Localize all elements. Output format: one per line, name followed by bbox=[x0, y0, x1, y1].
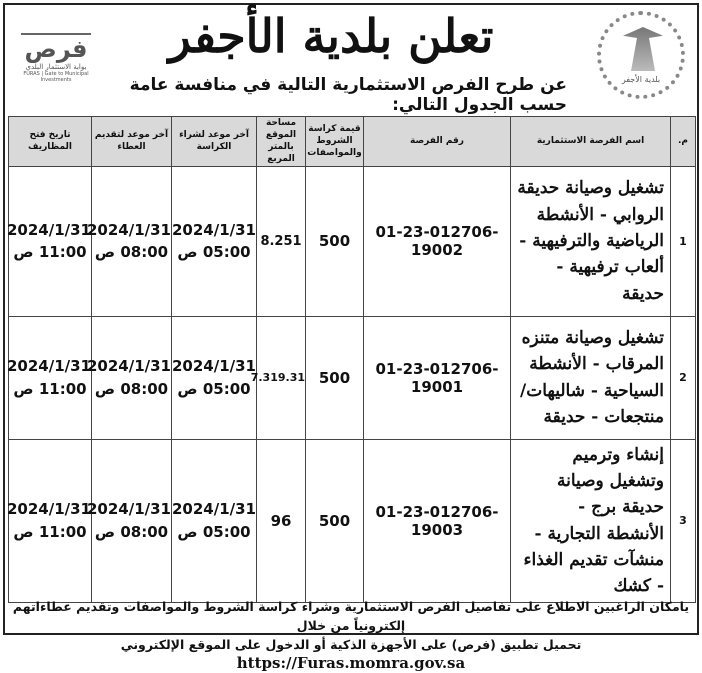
furas-logo-word: فرص bbox=[24, 35, 88, 63]
col-header-area: مساحة الموقع بالمتر المربع bbox=[257, 117, 306, 167]
furas-logo-caption: بوابة الاستثمار البلدي bbox=[25, 63, 87, 71]
furas-logo bbox=[11, 13, 101, 91]
open-date: 2024/1/31 bbox=[6, 220, 91, 239]
opportunity-name: إنشاء وترميم وتشغيل وصيانة حديقة برج - الأنشطة التجارية - منشآت تقديم الغذاء - كشك bbox=[511, 439, 671, 602]
page-subtitle: عن طرح الفرص الاستثمارية التالية في منافسة عامة حسب الجدول التالي: bbox=[129, 75, 567, 115]
col-header-name: اسم الفرصة الاستثمارية bbox=[511, 117, 671, 167]
col-header-price: قيمة كراسة الشروط والمواصفات bbox=[306, 117, 364, 167]
booklet-price: 500 bbox=[306, 166, 364, 316]
submit-date: 2024/1/31 bbox=[86, 220, 171, 239]
buy-date: 2024/1/31 bbox=[171, 500, 256, 519]
submit-date: 2024/1/31 bbox=[86, 357, 171, 376]
footer-note bbox=[5, 597, 697, 673]
buy-time: 05:00 ص bbox=[177, 522, 251, 541]
buy-deadline bbox=[172, 316, 257, 439]
buy-deadline bbox=[172, 166, 257, 316]
buy-date: 2024/1/31 bbox=[171, 220, 256, 239]
open-time: 11:00 ص bbox=[13, 379, 87, 398]
footer-line-1: يامكان الراغبين الاطلاع على تفاصيل الفرص الاستثمارية وشراء كراسة الشروط والمواصفات وتقديم عطاءاتهم إلكترونياً من خلال bbox=[12, 599, 690, 633]
footer-line-2-text: تحميل تطبيق (فرص) على الأجهزة الذكية أو الدخول على الموقع الإلكتروني bbox=[120, 637, 582, 652]
row-index: 2 bbox=[671, 316, 696, 439]
palm-icon bbox=[623, 27, 663, 71]
row-index: 3 bbox=[671, 439, 696, 602]
opportunity-number: 01-23-012706-19003 bbox=[364, 439, 511, 602]
table-row bbox=[9, 316, 696, 439]
advertisement bbox=[3, 3, 699, 672]
page-title: تعلن بلدية الأجفر bbox=[168, 9, 494, 63]
buy-deadline bbox=[172, 439, 257, 602]
opening-date bbox=[6, 316, 92, 439]
buy-date: 2024/1/31 bbox=[171, 357, 256, 376]
col-header-index: م. bbox=[671, 117, 696, 167]
col-header-buy-deadline: آخر موعد لشراء الكراسة bbox=[172, 117, 257, 167]
submit-deadline bbox=[86, 316, 172, 439]
col-header-number: رقم الفرصة bbox=[364, 117, 511, 167]
opening-date bbox=[6, 166, 92, 316]
submit-time: 08:00 ص bbox=[94, 379, 169, 398]
booklet-price: 500 bbox=[306, 316, 364, 439]
header bbox=[5, 5, 697, 115]
skyline-icon bbox=[21, 13, 91, 35]
site-area: 96 bbox=[257, 439, 306, 602]
municipality-logo-caption: بلدية الأجفر bbox=[621, 75, 661, 84]
booklet-price: 500 bbox=[306, 439, 364, 602]
col-header-submit-deadline: آخر موعد لتقديم العطاء bbox=[92, 117, 172, 167]
table-row bbox=[9, 166, 696, 316]
opening-date bbox=[6, 439, 92, 602]
opportunities-table bbox=[8, 116, 696, 603]
col-header-opening-date: تاريخ فتح المظاريف bbox=[9, 117, 92, 167]
open-date: 2024/1/31 bbox=[6, 357, 91, 376]
table-row bbox=[9, 439, 696, 602]
site-area: 7.319.31 bbox=[257, 316, 306, 439]
submit-time: 08:00 ص bbox=[94, 243, 169, 262]
furas-logo-caption-en: FURAS | Gate to Municipal Investments bbox=[23, 71, 89, 83]
submit-deadline bbox=[86, 166, 172, 316]
open-time: 11:00 ص bbox=[13, 243, 87, 262]
footer-line-2 bbox=[5, 635, 697, 673]
municipality-logo bbox=[597, 11, 685, 99]
opportunity-number: 01-23-012706-19002 bbox=[364, 166, 511, 316]
submit-date: 2024/1/31 bbox=[86, 500, 171, 519]
opportunity-name: تشغيل وصيانة حديقة الروابي - الأنشطة الرياضية والترفيهية - ألعاب ترفيهية - حديقة bbox=[511, 166, 671, 316]
row-index: 1 bbox=[671, 166, 696, 316]
submit-time: 08:00 ص bbox=[94, 522, 169, 541]
buy-time: 05:00 ص bbox=[177, 243, 251, 262]
opportunity-name: تشغيل وصيانة متنزه المرقاب - الأنشطة السياحية - شاليهات/ منتجعات - حديقة bbox=[511, 316, 671, 439]
opportunity-number: 01-23-012706-19001 bbox=[364, 316, 511, 439]
website-link[interactable]: https://Furas.momra.gov.sa bbox=[236, 654, 466, 672]
open-time: 11:00 ص bbox=[13, 522, 87, 541]
table-header-row bbox=[9, 117, 696, 167]
site-area: 8.251 bbox=[257, 166, 306, 316]
submit-deadline bbox=[86, 439, 172, 602]
open-date: 2024/1/31 bbox=[6, 500, 91, 519]
buy-time: 05:00 ص bbox=[177, 379, 251, 398]
